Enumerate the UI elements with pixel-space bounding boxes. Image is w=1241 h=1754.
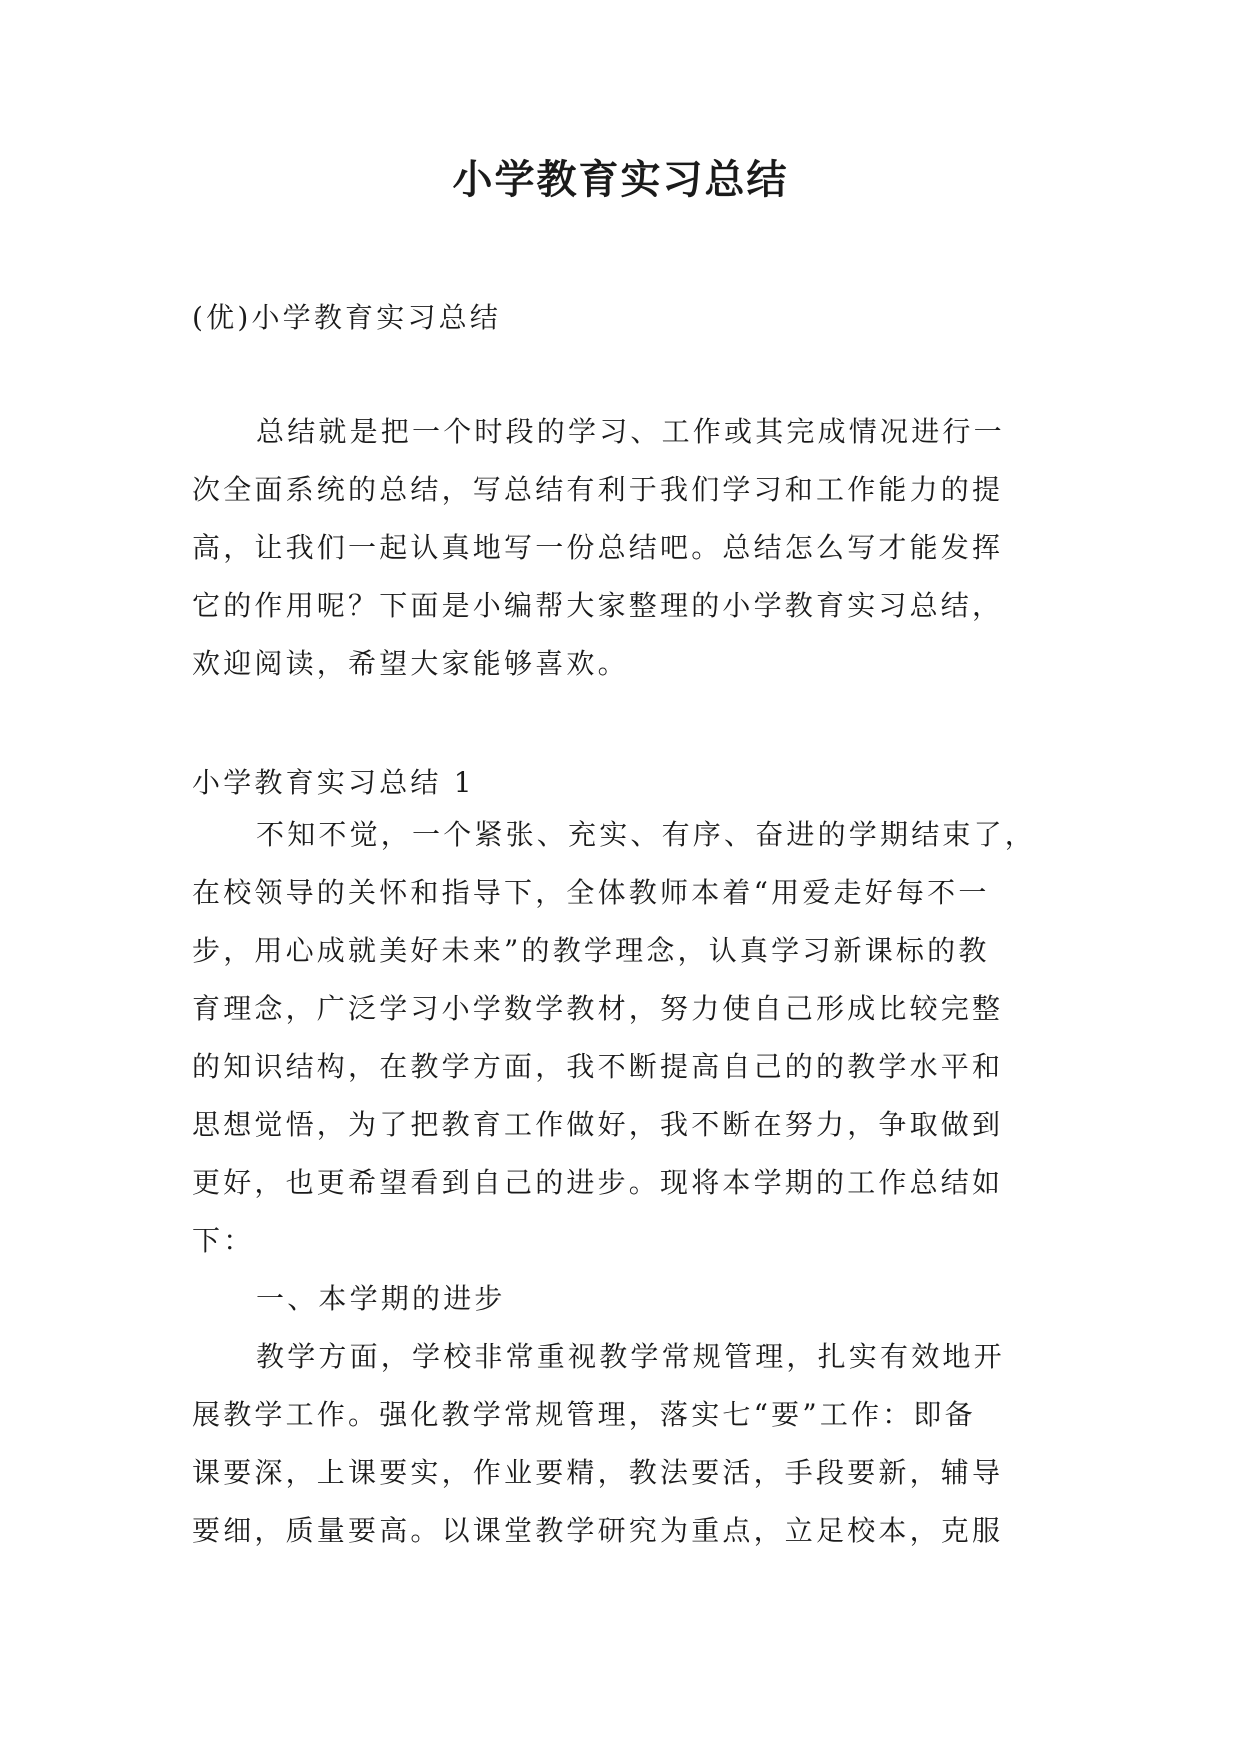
body-line: 步，用心成就美好未来”的教学理念，认真学习新课标的教 bbox=[192, 934, 990, 967]
body-line: 不知不觉，一个紧张、充实、有序、奋进的学期结束了， bbox=[256, 818, 1037, 851]
section-heading bbox=[192, 754, 1052, 812]
intro-line: 欢迎阅读，希望大家能够喜欢。 bbox=[192, 647, 629, 680]
body-line: 要细，质量要高。以课堂教学研究为重点，立足校本，克服 bbox=[192, 1514, 1004, 1547]
intro-line: 总结就是把一个时段的学习、工作或其完成情况进行一 bbox=[256, 415, 1005, 448]
subtitle-line: (优)小学教育实习总结 bbox=[192, 301, 502, 334]
document-subtitle bbox=[192, 289, 1052, 347]
section-body bbox=[192, 806, 1052, 1560]
body-line: 的知识结构，在教学方面，我不断提高自己的的教学水平和 bbox=[192, 1050, 1004, 1083]
body-line: 更好，也更希望看到自己的进步。现将本学期的工作总结如 bbox=[192, 1166, 1004, 1199]
intro-line: 它的作用呢？下面是小编帮大家整理的小学教育实习总结， bbox=[192, 589, 1004, 622]
section-heading-text: 小学教育实习总结 1 bbox=[192, 766, 475, 799]
intro-paragraph bbox=[192, 403, 1052, 693]
body-line: 展教学工作。强化教学常规管理，落实七“要”工作：即备 bbox=[192, 1398, 976, 1431]
document-title: 小学教育实习总结 bbox=[452, 156, 789, 203]
body-line: 育理念，广泛学习小学数学教材，努力使自己形成比较完整 bbox=[192, 992, 1004, 1025]
intro-line: 次全面系统的总结，写总结有利于我们学习和工作能力的提 bbox=[192, 473, 1004, 506]
body-line: 下： bbox=[192, 1224, 255, 1257]
body-line: 教学方面，学校非常重视教学常规管理，扎实有效地开 bbox=[256, 1340, 1005, 1373]
body-line: 思想觉悟，为了把教育工作做好，我不断在努力，争取做到 bbox=[192, 1108, 1004, 1141]
intro-line: 高，让我们一起认真地写一份总结吧。总结怎么写才能发挥 bbox=[192, 531, 1004, 564]
body-line: 在校领导的关怀和指导下，全体教师本着“用爱走好每不一 bbox=[192, 876, 990, 909]
subsection-heading: 一、本学期的进步 bbox=[256, 1282, 506, 1315]
body-line: 课要深，上课要实，作业要精，教法要活，手段要新，辅导 bbox=[192, 1456, 1004, 1489]
